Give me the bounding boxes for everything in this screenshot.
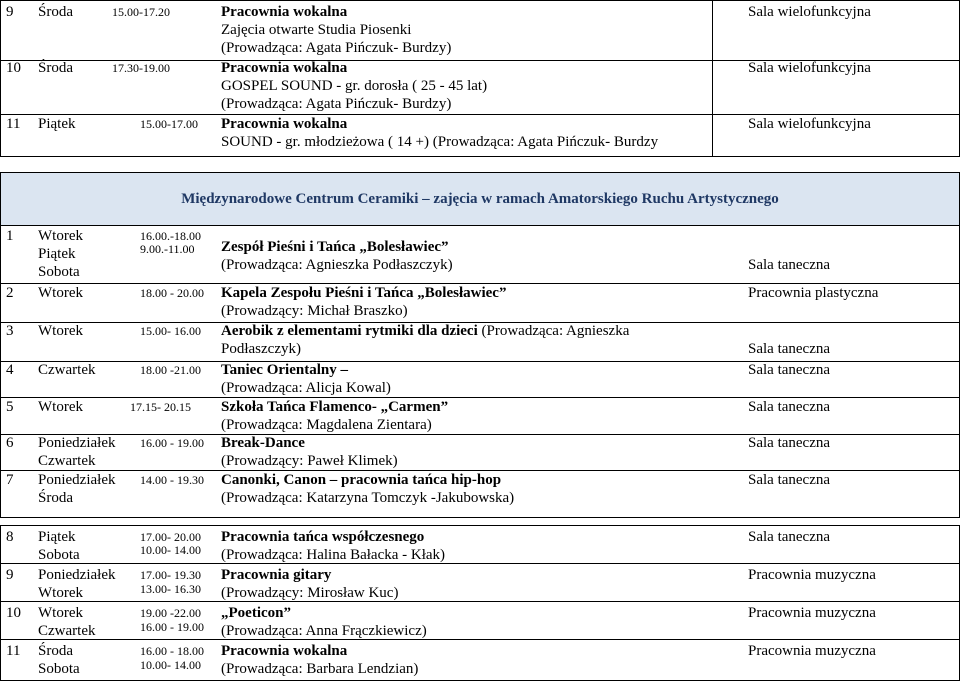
row-number: 11 bbox=[6, 643, 21, 659]
row-number: 2 bbox=[6, 285, 14, 301]
row-day: Wtorek bbox=[38, 285, 83, 301]
activity-title: Pracownia wokalna bbox=[221, 60, 348, 76]
row-time: 17.30-19.00 bbox=[112, 61, 170, 75]
row-time: 19.00 -22.00 bbox=[140, 606, 201, 620]
row-time: 10.00- 14.00 bbox=[140, 658, 201, 672]
activity-instructor: (Prowadząca: Anna Frączkiewicz) bbox=[221, 623, 427, 639]
row-day: Środa bbox=[38, 490, 73, 506]
row-time: 17.00- 19.30 bbox=[140, 568, 201, 582]
activity-room: Pracownia muzyczna bbox=[748, 643, 876, 659]
row-day: Wtorek bbox=[38, 323, 83, 339]
row-day: Sobota bbox=[38, 547, 80, 563]
activity-instructor: Podłaszczyk) bbox=[221, 341, 301, 357]
activity-room: Sala taneczna bbox=[748, 529, 831, 545]
row-day: Piątek bbox=[38, 116, 76, 132]
row-time: 10.00- 14.00 bbox=[140, 543, 201, 557]
activity-title: „Poeticon” bbox=[221, 605, 291, 621]
activity-title: Aerobik z elementami rytmiki dla dzieci bbox=[221, 323, 478, 339]
row-day: Sobota bbox=[38, 264, 80, 280]
activity-room: Sala taneczna bbox=[748, 257, 831, 273]
activity-description: SOUND - gr. młodzieżowa ( 14 +) (Prowadząca: Agata Pińczuk- Burdzy bbox=[221, 134, 659, 150]
row-number: 1 bbox=[6, 228, 14, 244]
row-time: 16.00.-18.00 bbox=[140, 229, 201, 243]
activity-room: Sala wielofunkcyjna bbox=[748, 4, 871, 20]
row-number: 9 bbox=[6, 567, 14, 583]
activity-room: Sala taneczna bbox=[748, 435, 831, 451]
row-day: Środa bbox=[38, 643, 73, 659]
section-heading: Międzynarodowe Centrum Ceramiki – zajęcia w ramach Amatorskiego Ruchu Artystycznego bbox=[181, 191, 779, 207]
activity-instructor: (Prowadząca: Agata Pińczuk- Burdzy) bbox=[221, 40, 452, 56]
activity-title: Canonki, Canon – pracownia tańca hip-hop bbox=[221, 472, 502, 488]
activity-title-line bbox=[221, 322, 629, 340]
row-day: Czwartek bbox=[38, 362, 96, 378]
activity-title: Zespół Pieśni i Tańca „Bolesławiec” bbox=[221, 239, 449, 255]
row-time: 16.00 - 19.00 bbox=[140, 436, 204, 450]
row-time: 15.00-17.20 bbox=[112, 5, 170, 19]
activity-instructor: (Prowadząca: Alicja Kowal) bbox=[221, 380, 391, 396]
activity-instructor: (Prowadząca: Agnieszka bbox=[477, 323, 630, 339]
row-time: 17.15- 20.15 bbox=[130, 400, 191, 414]
row-time: 16.00 - 18.00 bbox=[140, 644, 204, 658]
row-day: Wtorek bbox=[38, 399, 83, 415]
row-number: 7 bbox=[6, 472, 14, 488]
activity-instructor: (Prowadzący: Michał Braszko) bbox=[221, 303, 408, 319]
row-number: 6 bbox=[6, 435, 14, 451]
activity-room: Pracownia muzyczna bbox=[748, 567, 876, 583]
activity-instructor: (Prowadząca: Agata Pińczuk- Burdzy) bbox=[221, 96, 452, 112]
activity-instructor: (Prowadzący: Mirosław Kuc) bbox=[221, 585, 399, 601]
row-day: Poniedziałek bbox=[38, 435, 116, 451]
activity-instructor: (Prowadząca: Agnieszka Podłaszczyk) bbox=[221, 257, 453, 273]
row-number: 9 bbox=[6, 4, 14, 20]
row-day: Wtorek bbox=[38, 228, 83, 244]
row-time: 16.00 - 19.00 bbox=[140, 620, 204, 634]
activity-instructor: (Prowadząca: Magdalena Zientara) bbox=[221, 417, 432, 433]
row-time: 14.00 - 19.30 bbox=[140, 473, 204, 487]
activity-room: Sala taneczna bbox=[748, 341, 831, 357]
row-number: 11 bbox=[6, 116, 21, 132]
activity-room: Sala taneczna bbox=[748, 472, 831, 488]
row-time: 18.00 - 20.00 bbox=[140, 286, 204, 300]
activity-title: Pracownia tańca współczesnego bbox=[221, 529, 425, 545]
activity-title: Break-Dance bbox=[221, 435, 305, 451]
row-day: Poniedziałek bbox=[38, 567, 116, 583]
activity-title: Kapela Zespołu Pieśni i Tańca „Bolesławiec” bbox=[221, 285, 507, 301]
row-time: 15.00-17.00 bbox=[140, 117, 198, 131]
activity-room: Sala wielofunkcyjna bbox=[748, 116, 871, 132]
row-day: Piątek bbox=[38, 246, 76, 262]
row-time: 9.00.-11.00 bbox=[140, 242, 195, 256]
activity-instructor: (Prowadzący: Paweł Klimek) bbox=[221, 453, 398, 469]
row-time: 15.00- 16.00 bbox=[140, 324, 201, 338]
activity-room: Sala wielofunkcyjna bbox=[748, 60, 871, 76]
row-day: Poniedziałek bbox=[38, 472, 116, 488]
row-day: Środa bbox=[38, 4, 73, 20]
row-day: Piątek bbox=[38, 529, 76, 545]
activity-description: GOSPEL SOUND - gr. dorosła ( 25 - 45 lat) bbox=[221, 78, 488, 94]
activity-room: Pracownia muzyczna bbox=[748, 605, 876, 621]
activity-instructor: (Prowadząca: Barbara Lendzian) bbox=[221, 661, 419, 677]
row-day: Sobota bbox=[38, 661, 80, 677]
activity-title: Pracownia gitary bbox=[221, 567, 332, 583]
activity-title: Pracownia wokalna bbox=[221, 116, 348, 132]
activity-description: Zajęcia otwarte Studia Piosenki bbox=[221, 22, 412, 38]
row-number: 8 bbox=[6, 529, 14, 545]
row-day: Wtorek bbox=[38, 605, 83, 621]
row-number: 4 bbox=[6, 362, 14, 378]
row-number: 5 bbox=[6, 399, 14, 415]
row-day: Wtorek bbox=[38, 585, 83, 601]
activity-room: Sala taneczna bbox=[748, 399, 831, 415]
activity-room: Pracownia plastyczna bbox=[748, 285, 879, 301]
row-day: Czwartek bbox=[38, 453, 96, 469]
row-number: 3 bbox=[6, 323, 14, 339]
activity-title: Pracownia wokalna bbox=[221, 643, 348, 659]
activity-title: Pracownia wokalna bbox=[221, 4, 348, 20]
activity-instructor: (Prowadząca: Katarzyna Tomczyk -Jakubowska) bbox=[221, 490, 515, 506]
row-time: 18.00 -21.00 bbox=[140, 363, 201, 377]
row-day: Środa bbox=[38, 60, 73, 76]
row-number: 10 bbox=[6, 605, 21, 621]
row-number: 10 bbox=[6, 60, 21, 76]
row-time: 13.00- 16.30 bbox=[140, 582, 201, 596]
activity-room: Sala taneczna bbox=[748, 362, 831, 378]
row-time: 17.00- 20.00 bbox=[140, 530, 201, 544]
row-day: Czwartek bbox=[38, 623, 96, 639]
activity-instructor: (Prowadząca: Halina Bałacka - Kłak) bbox=[221, 547, 446, 563]
activity-title: Taniec Orientalny – bbox=[221, 362, 348, 378]
activity-title: Szkoła Tańca Flamenco- „Carmen” bbox=[221, 399, 449, 415]
